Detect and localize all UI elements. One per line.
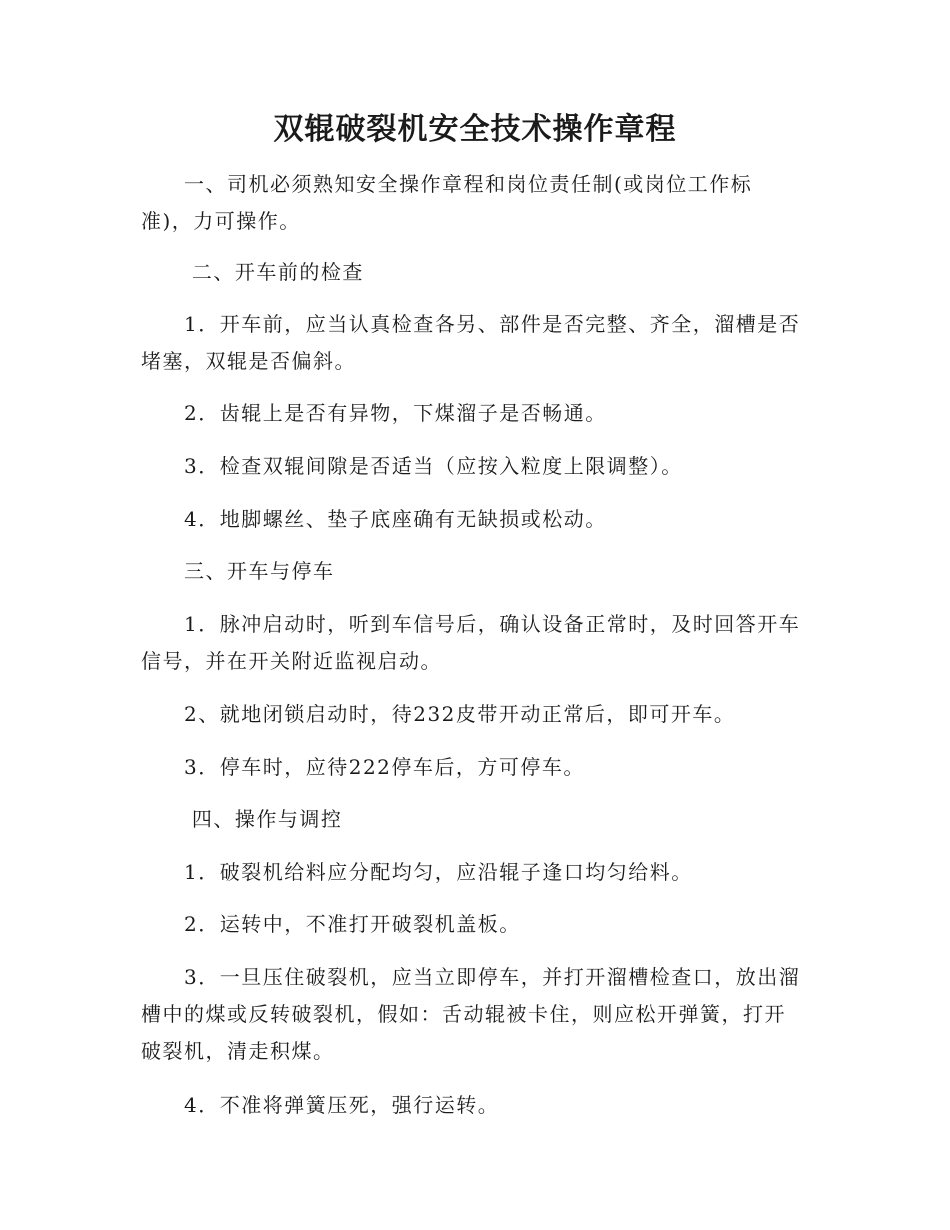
paragraph-line: 四、操作与调控 [141,807,343,831]
paragraph-9 [141,696,806,733]
paragraph-14 [141,959,806,1070]
paragraph-line: 一、司机必须熟知安全操作章程和岗位责任制(或岗位工作标 [141,172,753,196]
paragraph-line: 1．破裂机给料应分配均匀，应沿辊子逢口均匀给料。 [141,860,693,884]
paragraph-line: 2、就地闭锁启动时，待232皮带开动正常后，即可开车。 [141,702,736,726]
section-heading-2 [141,254,806,291]
section-heading-4 [141,801,806,838]
paragraph-line: 2．齿辊上是否有异物，下煤溜子是否畅通。 [141,401,607,425]
paragraph-8 [141,606,806,680]
paragraph-line: 1．脉冲启动时，听到车信号后，确认设备正常时，及时回答开车 [141,612,801,636]
paragraph-line: 二、开车前的检查 [141,260,364,284]
paragraph-line: 堵塞，双辊是否偏斜。 [141,349,356,373]
paragraph-15 [141,1087,806,1124]
paragraph-line: 准)，力可操作。 [141,209,301,233]
paragraph-line: 2．运转中，不准打开破裂机盖板。 [141,912,521,936]
paragraph-line: 4．不准将弹簧压死，强行运转。 [141,1093,500,1117]
paragraph-line: 三、开车与停车 [141,559,335,583]
section-heading-3 [141,553,806,590]
paragraph-5 [141,448,806,485]
paragraph-line: 信号，并在开关附近监视启动。 [141,649,442,673]
paragraph-line: 4．地脚螺丝、垫子底座确有无缺损或松动。 [141,507,607,531]
paragraph-3 [141,306,806,380]
paragraph-line: 3．检查双辊间隙是否适当（应按入粒度上限调整）。 [141,454,683,478]
paragraph-12 [141,854,806,891]
paragraph-13 [141,906,806,943]
paragraph-1 [141,166,806,240]
paragraph-4 [141,395,806,432]
document-title: 双辊破裂机安全技术操作章程 [273,112,677,147]
paragraph-line: 3．一旦压住破裂机，应当立即停车，并打开溜槽检查口，放出溜 [141,965,801,989]
paragraph-line: 破裂机，清走积煤。 [141,1039,335,1063]
paragraph-line: 1．开车前，应当认真检查各另、部件是否完整、齐全，溜槽是否 [141,312,801,336]
paragraph-10 [141,749,806,786]
paragraph-line: 槽中的煤或反转破裂机，假如：舌动辊被卡住，则应松开弹簧，打开 [141,1002,786,1026]
paragraph-6 [141,501,806,538]
paragraph-line: 3．停车时，应待222停车后，方可停车。 [141,755,585,779]
